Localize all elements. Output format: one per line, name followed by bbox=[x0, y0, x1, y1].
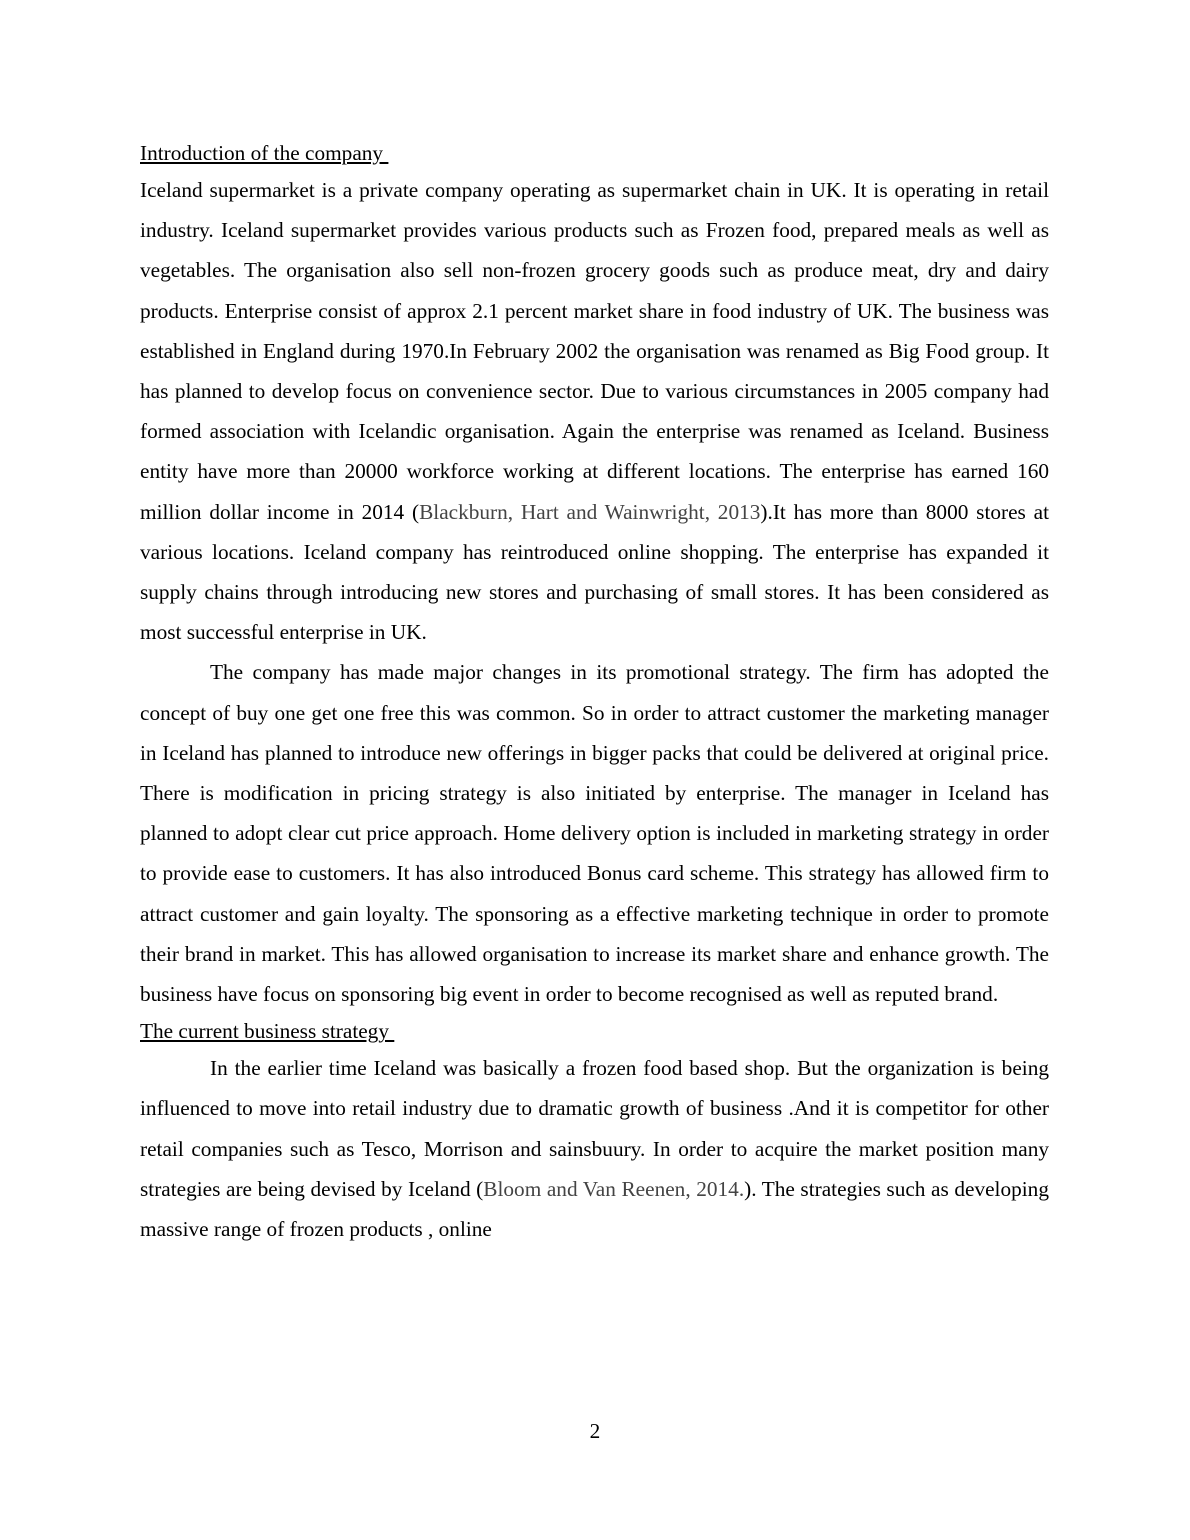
citation-bloom: Bloom and Van Reenen, 2014. bbox=[483, 1176, 745, 1201]
paragraph-introduction bbox=[140, 170, 1049, 652]
paragraph-text: ). The strategies such as developing massive range of frozen products , online bbox=[140, 1176, 1049, 1242]
section-heading-introduction: Introduction of the company bbox=[140, 141, 389, 165]
paragraph-text: Iceland supermarket is a private company operating as supermarket chain in UK. It is operating in retail industry. Iceland supermarket provides various products such as Frozen food, prepared meals as well as vegetables. The organisation also sell non-frozen grocery goods such as produce meat, dry and dairy products. Enterprise consist of approx 2.1 percent market share in food industry of UK. The business was established in England during 1970.In February 2002 the organisation was renamed as Big Food group. It has planned to develop focus on convenience sector. Due to various circumstances in 2005 company had formed association with Icelandic organisation. Again the enterprise was renamed as Iceland. Business entity have more than 20000 workforce working at different locations. The enterprise has earned 160 million dollar income in 2014 ( bbox=[140, 178, 1049, 524]
page-number: 2 bbox=[589, 1419, 601, 1443]
paragraph-text: ).It has more than 8000 stores at various locations. Iceland company has reintroduced online shopping. The enterprise has expanded it supply chains through introducing new stores and purchasing of small stores. It has been considered as most successful enterprise in UK. bbox=[140, 499, 1050, 645]
paragraph-text: In the earlier time Iceland was basically a frozen food based shop. But the organization is being influenced to move into retail industry due to dramatic growth of business .And it is competitor for other retail companies such as Tesco, Morrison and sainsbuury. In order to acquire the market position many strategies are being devised by Iceland ( bbox=[140, 1056, 1049, 1201]
paragraph-current-strategy bbox=[140, 1048, 1049, 1249]
paragraph-promotional-strategy: The company has made major changes in its promotional strategy. The firm has adopted the concept of buy one get one free this was common. So in order to attract customer the marketing manager in Iceland has planned to introduce new offerings in bigger packs that could be delivered at original price. There is modification in pricing strategy is also initiated by enterprise. The manager in Iceland has planned to adopt clear cut price approach. Home delivery option is included in marketing strategy in order to provide ease to customers. It has also introduced Bonus card scheme. This strategy has allowed firm to attract customer and gain loyalty. The sponsoring as a effective marketing technique in order to promote their brand in market. This has allowed organisation to increase its market share and enhance growth. The business have focus on sponsoring big event in order to become recognised as well as reputed brand. bbox=[140, 660, 1049, 1007]
document-body bbox=[140, 136, 1049, 1249]
citation-blackburn: Blackburn, Hart and Wainwright, 2013 bbox=[419, 499, 761, 524]
section-heading-current-strategy: The current business strategy bbox=[140, 1019, 395, 1044]
